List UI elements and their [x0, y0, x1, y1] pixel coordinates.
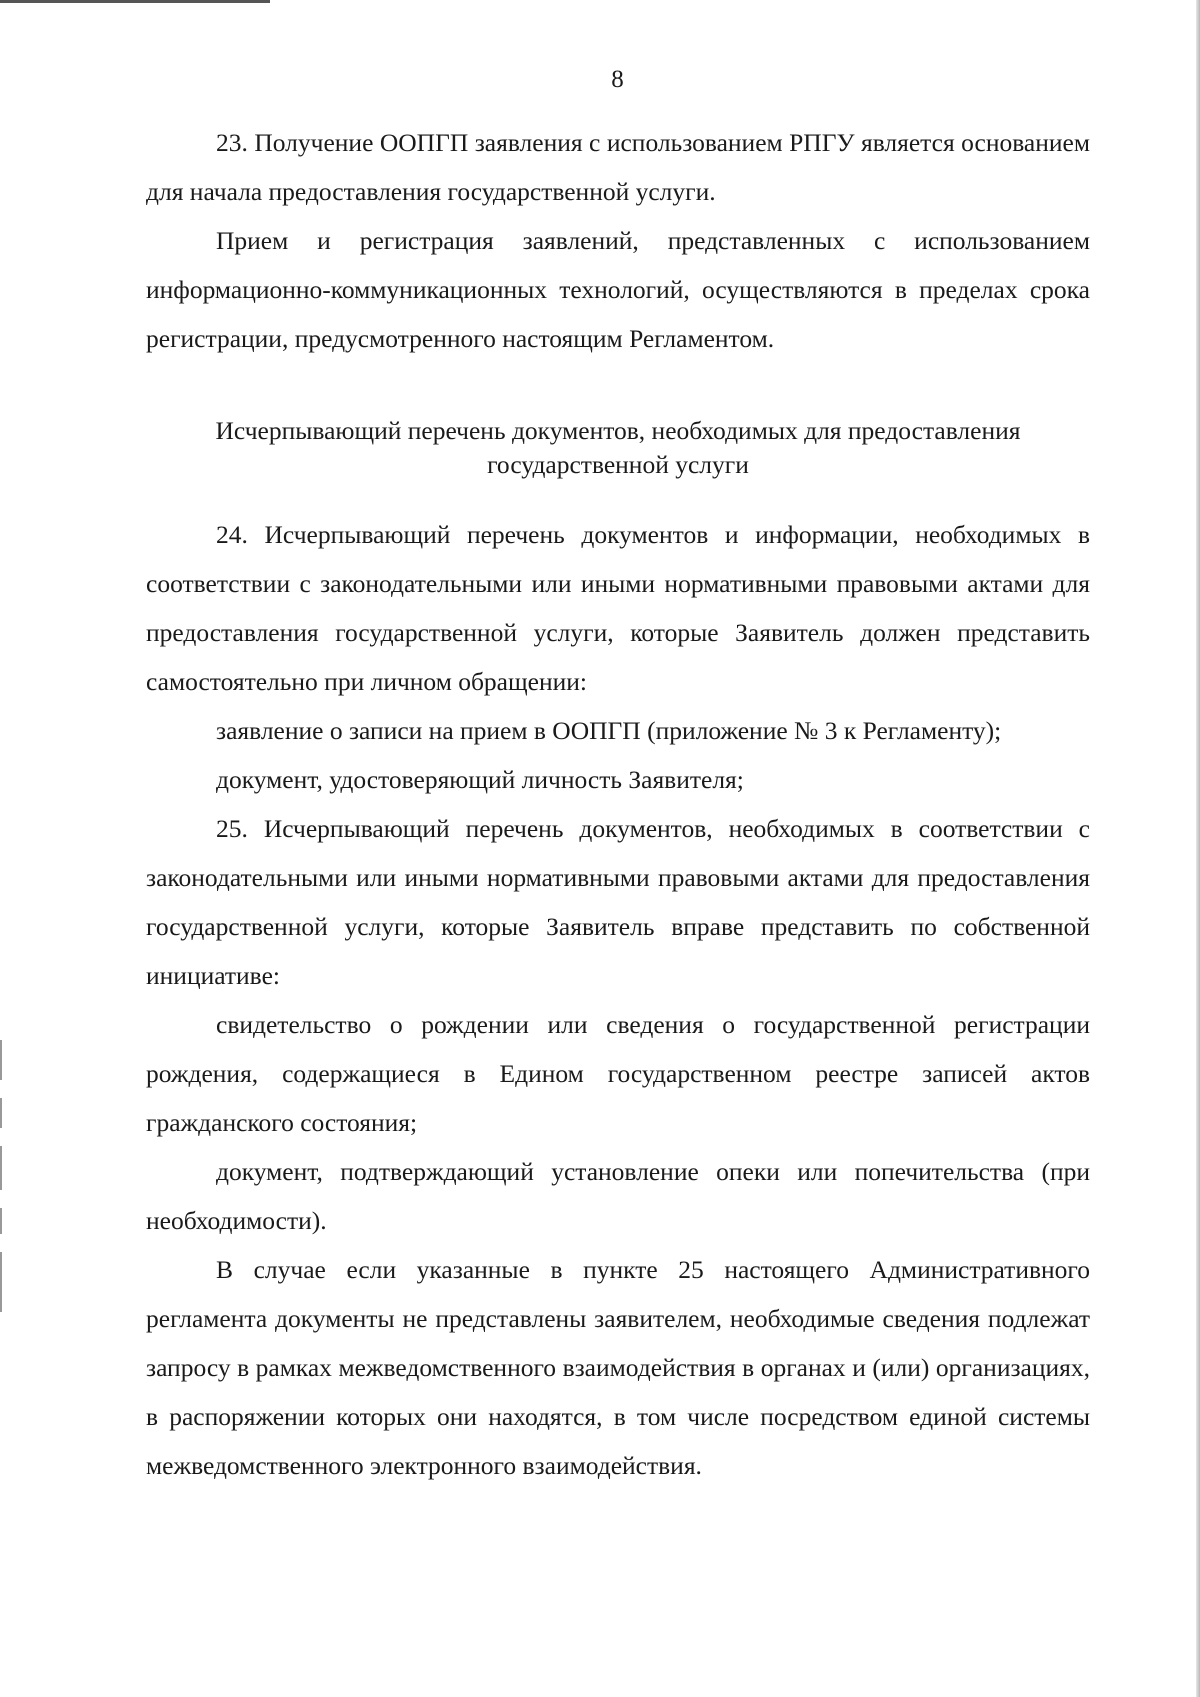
heading-line-1: Исчерпывающий перечень документов, необходимых для предоставления	[215, 416, 1021, 445]
paragraph-25: 25. Исчерпывающий перечень документов, необходимых в соответствии с законодательными или иными нормативными правовыми актами для предоставления государственной услуги, которые Заявитель вправе представить по собственной инициативе:	[146, 814, 1090, 990]
page-number: 8	[611, 66, 624, 93]
list-item-birth-certificate: свидетельство о рождении или сведения о государственной регистрации рождения, содержащиеся в Едином государственном реестре записей актов гражданского состояния;	[146, 1010, 1090, 1137]
section-documents	[146, 510, 1090, 1490]
paragraph-23-reception: Прием и регистрация заявлений, представленных с использованием информационно-коммуникационных технологий, осуществляются в пределах срока регистрации, предусмотренного настоящим Регламентом.	[146, 226, 1090, 353]
scan-artifact-right-edge	[1196, 0, 1200, 1697]
paragraph-24: 24. Исчерпывающий перечень документов и информации, необходимых в соответствии с законодательными или иными нормативными правовыми актами для предоставления государственной услуги, которые Заявитель должен представить самостоятельно при личном обращении:	[146, 520, 1090, 696]
section-paragraph-23	[146, 118, 1090, 363]
list-item-application: заявление о записи на прием в ООПГП (приложение № 3 к Регламенту);	[216, 716, 1002, 745]
list-item-guardianship-document: документ, подтверждающий установление опеки или попечительства (при необходимости).	[146, 1157, 1090, 1235]
paragraph-23: 23. Получение ООПГП заявления с использованием РПГУ является основанием для начала предоставления государственной услуги.	[146, 128, 1090, 206]
paragraph-interagency-request: В случае если указанные в пункте 25 настоящего Административного регламента документы не представлены заявителем, необходимые сведения подлежат запросу в рамках межведомственного взаимодействия в органах и (или) организациях, в распоряжении которых они находятся, в том числе посредством единой системы межведомственного электронного взаимодействия.	[146, 1255, 1090, 1480]
list-item-identity-document: документ, удостоверяющий личность Заявителя;	[216, 765, 744, 794]
section-heading	[146, 414, 1090, 482]
scan-artifact-top-line	[0, 0, 270, 3]
scan-artifact-left-marks	[0, 1040, 3, 1360]
heading-line-2: государственной услуги	[487, 450, 749, 479]
